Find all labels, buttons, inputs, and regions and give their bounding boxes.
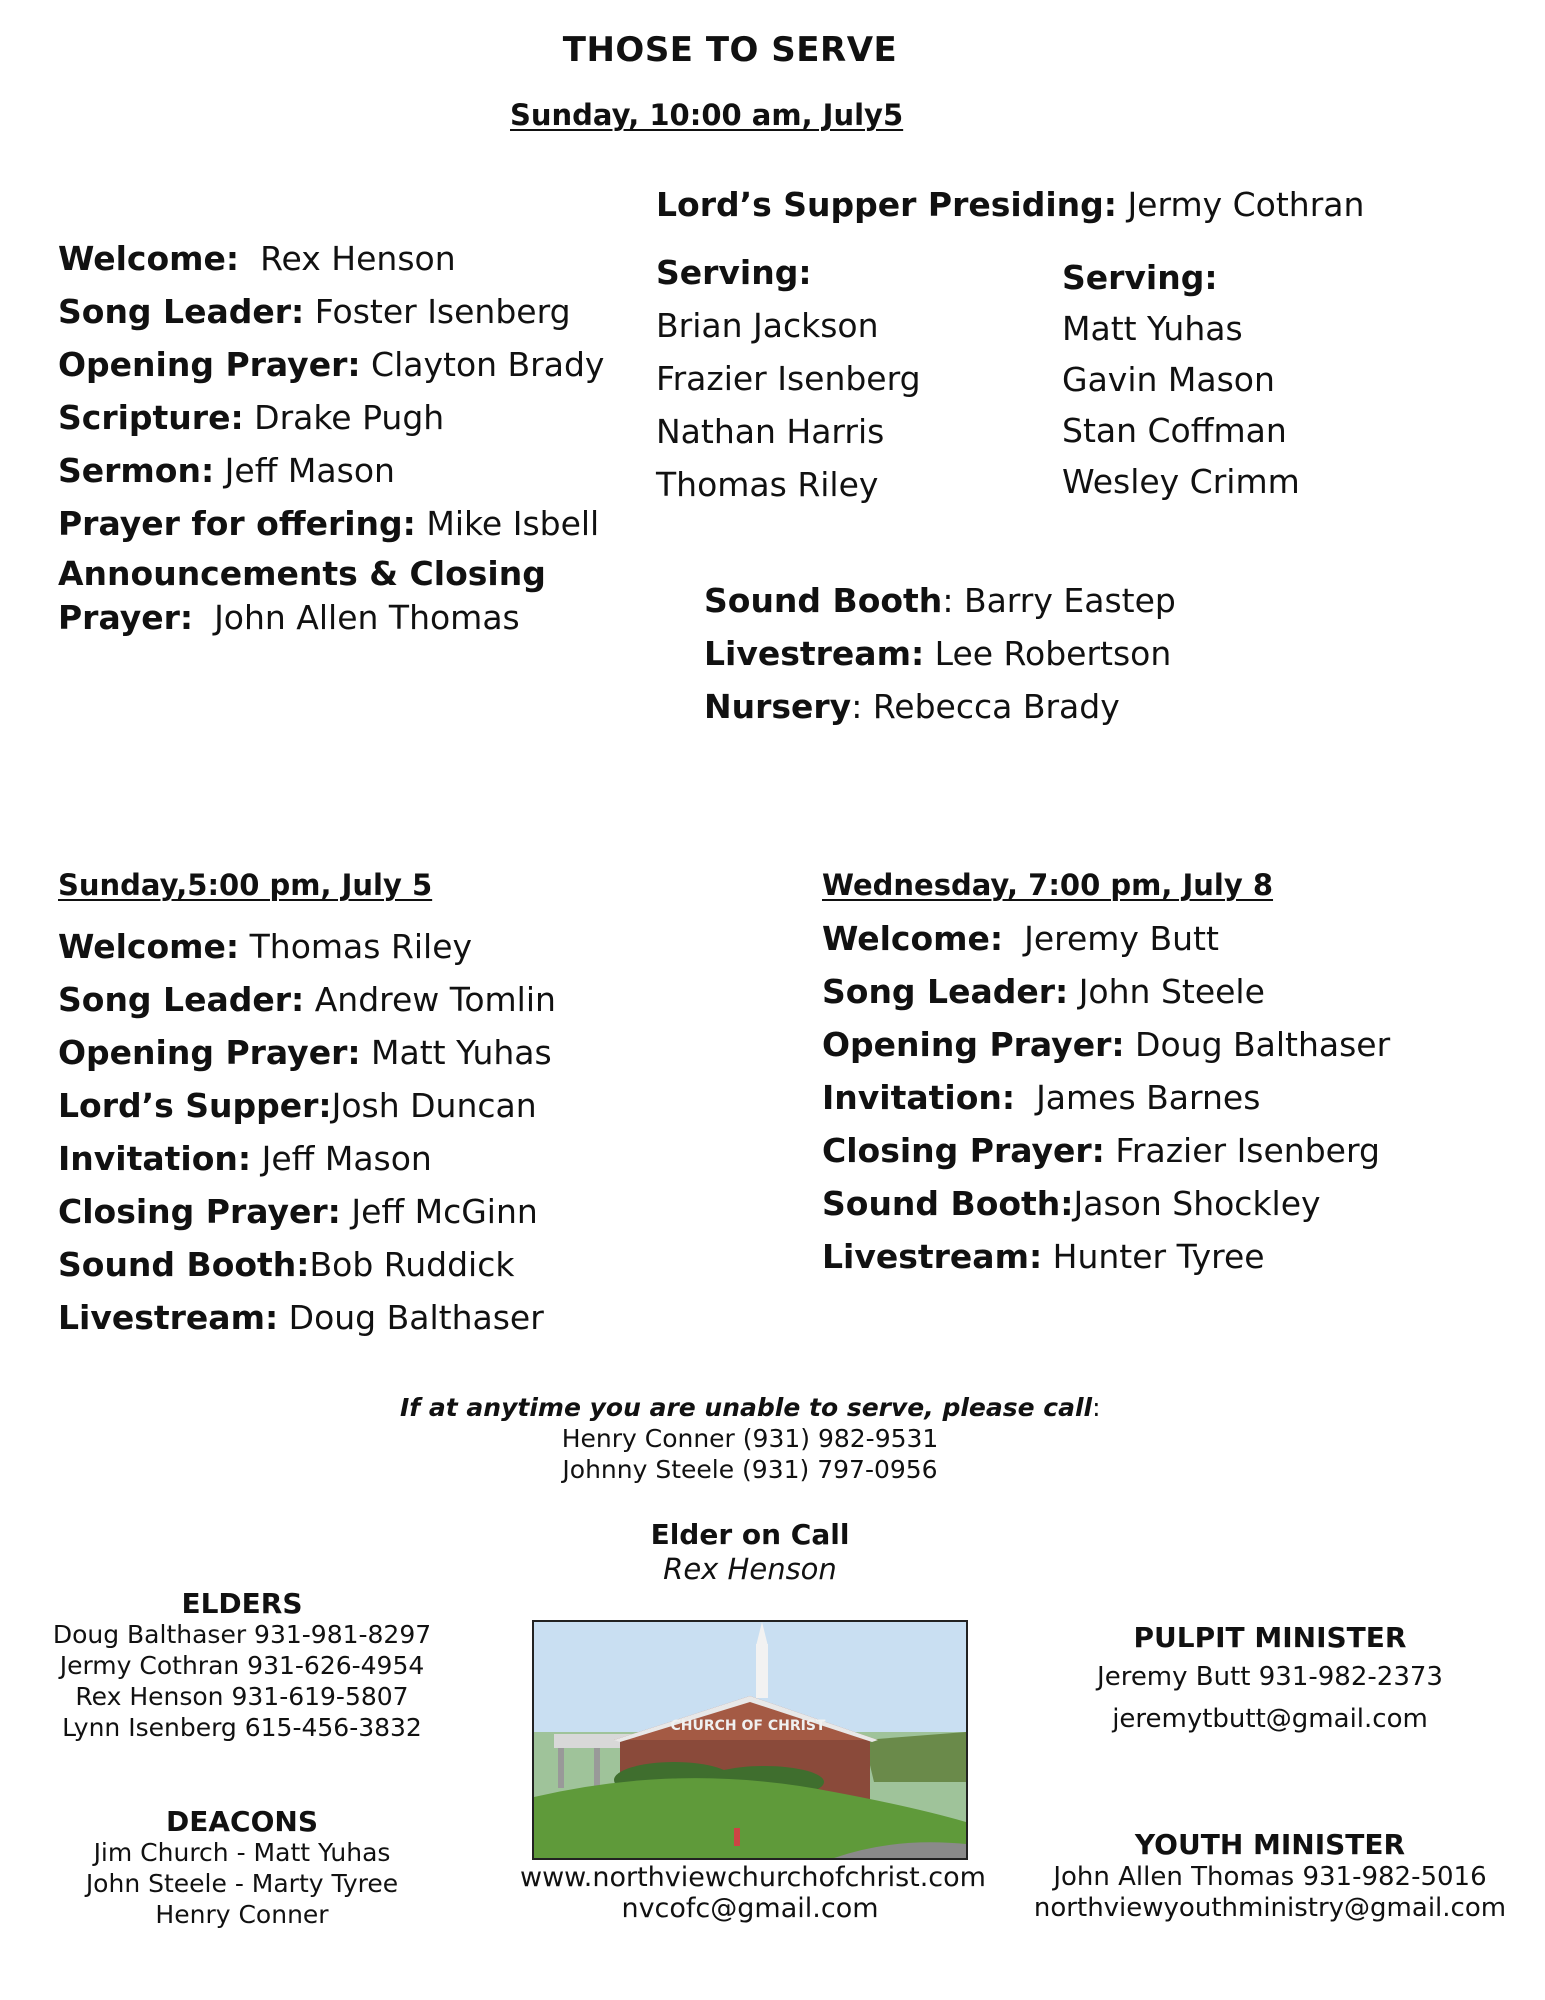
role-lords-supper: Lord’s Supper:Josh Duncan bbox=[58, 1086, 537, 1125]
pulpit-phone: Jeremy Butt 931-982-2373 bbox=[1097, 1662, 1443, 1692]
elder-on-call-label: Elder on Call bbox=[650, 1518, 850, 1551]
lords-supper-presiding: Lord’s Supper Presiding: Jermy Cothran bbox=[656, 185, 1365, 224]
youth-phone: John Allen Thomas 931-982-5016 bbox=[1053, 1862, 1487, 1892]
pulpit-email[interactable]: jeremytbutt@gmail.com bbox=[1112, 1704, 1428, 1734]
role-opening-prayer: Opening Prayer: Doug Balthaser bbox=[822, 1025, 1391, 1064]
contact-line: Johnny Steele (931) 797-0956 bbox=[562, 1455, 938, 1484]
deacons-heading: DEACONS bbox=[166, 1805, 318, 1838]
morning-service-heading: Sunday, 10:00 am, July5 bbox=[510, 98, 904, 132]
role-invitation: Invitation: Jeff Mason bbox=[58, 1139, 432, 1178]
website-link[interactable]: www.northviewchurchofchrist.com bbox=[520, 1862, 986, 1893]
list-item: Wesley Crimm bbox=[1062, 462, 1300, 501]
role-song-leader: Song Leader: Andrew Tomlin bbox=[58, 980, 556, 1019]
role-welcome: Welcome: Thomas Riley bbox=[58, 927, 473, 966]
list-item: Nathan Harris bbox=[656, 412, 885, 451]
youth-heading: YOUTH MINISTER bbox=[1134, 1828, 1406, 1861]
list-item: Gavin Mason bbox=[1062, 360, 1275, 399]
church-sign-text: CHURCH OF CHRIST bbox=[670, 1718, 826, 1734]
role-nursery: Nursery: Rebecca Brady bbox=[704, 687, 1120, 726]
elder-on-call-name: Rex Henson bbox=[663, 1552, 837, 1586]
morning-booth bbox=[704, 574, 1176, 733]
role-sound-booth: Sound Booth: Barry Eastep bbox=[704, 581, 1176, 620]
list-item: Brian Jackson bbox=[656, 306, 879, 345]
role-welcome: Welcome: Rex Henson bbox=[58, 239, 456, 278]
role-song-leader: Song Leader: Foster Isenberg bbox=[58, 292, 571, 331]
youth-minister-block bbox=[1020, 1828, 1520, 1924]
list-item: John Steele - Marty Tyree bbox=[85, 1869, 399, 1898]
church-building-image bbox=[534, 1622, 966, 1858]
contact-block bbox=[400, 1392, 1100, 1485]
role-livestream: Livestream: Doug Balthaser bbox=[58, 1298, 544, 1337]
role-closing-prayer: Closing Prayer: Frazier Isenberg bbox=[822, 1131, 1380, 1170]
serving-list-right bbox=[1062, 252, 1300, 507]
list-item: Jermy Cothran 931-626-4954 bbox=[59, 1651, 425, 1680]
web-block bbox=[520, 1862, 986, 1924]
elders-block bbox=[42, 1588, 442, 1743]
list-item: Thomas Riley bbox=[656, 465, 879, 504]
page-title: THOSE TO SERVE bbox=[562, 30, 898, 70]
role-sound-booth: Sound Booth:Jason Shockley bbox=[822, 1184, 1321, 1223]
list-item: Doug Balthaser 931-981-8297 bbox=[52, 1620, 432, 1649]
role-livestream: Livestream: Lee Robertson bbox=[704, 634, 1172, 673]
role-announcements-prayer: Prayer: John Allen Thomas bbox=[58, 598, 520, 637]
youth-email[interactable]: northviewyouthministry@gmail.com bbox=[1033, 1893, 1507, 1923]
role-welcome: Welcome: Jeremy Butt bbox=[822, 919, 1219, 958]
wednesday-roles bbox=[822, 912, 1390, 1283]
serving-label: Serving: bbox=[1062, 258, 1218, 297]
role-announcements: Announcements & Closing bbox=[58, 554, 546, 593]
serving-label: Serving: bbox=[656, 253, 812, 292]
role-song-leader: Song Leader: John Steele bbox=[822, 972, 1265, 1011]
list-item: Stan Coffman bbox=[1062, 411, 1287, 450]
list-item: Henry Conner bbox=[155, 1900, 329, 1929]
email-link[interactable]: nvcofc@gmail.com bbox=[621, 1893, 879, 1924]
wednesday-service-heading: Wednesday, 7:00 pm, July 8 bbox=[822, 868, 1274, 902]
evening-roles bbox=[58, 920, 556, 1344]
role-prayer-offering: Prayer for offering: Mike Isbell bbox=[58, 504, 600, 543]
list-item: Matt Yuhas bbox=[1062, 309, 1243, 348]
deacons-block bbox=[42, 1806, 442, 1930]
role-invitation: Invitation: James Barnes bbox=[822, 1078, 1261, 1117]
elder-on-call bbox=[500, 1518, 1000, 1587]
pulpit-heading: PULPIT MINISTER bbox=[1133, 1621, 1407, 1654]
role-sound-booth: Sound Booth:Bob Ruddick bbox=[58, 1245, 515, 1284]
church-photo bbox=[532, 1620, 968, 1860]
elders-heading: ELDERS bbox=[181, 1587, 303, 1620]
role-livestream: Livestream: Hunter Tyree bbox=[822, 1237, 1265, 1276]
list-item: Rex Henson 931-619-5807 bbox=[75, 1682, 409, 1711]
role-opening-prayer: Opening Prayer: Matt Yuhas bbox=[58, 1033, 552, 1072]
contact-line: Henry Conner (931) 982-9531 bbox=[561, 1424, 939, 1453]
pulpit-minister-block bbox=[1070, 1620, 1470, 1740]
list-item: Frazier Isenberg bbox=[656, 359, 921, 398]
list-item: Lynn Isenberg 615-456-3832 bbox=[62, 1713, 422, 1742]
evening-service-heading: Sunday,5:00 pm, July 5 bbox=[58, 868, 433, 902]
morning-roles bbox=[58, 232, 604, 640]
role-scripture: Scripture: Drake Pugh bbox=[58, 398, 445, 437]
serving-list-left bbox=[656, 246, 921, 511]
role-closing-prayer: Closing Prayer: Jeff McGinn bbox=[58, 1192, 538, 1231]
list-item: Jim Church - Matt Yuhas bbox=[93, 1838, 391, 1867]
contact-note: If at anytime you are unable to serve, please call: bbox=[400, 1393, 1101, 1422]
role-sermon: Sermon: Jeff Mason bbox=[58, 451, 395, 490]
role-opening-prayer: Opening Prayer: Clayton Brady bbox=[58, 345, 605, 384]
